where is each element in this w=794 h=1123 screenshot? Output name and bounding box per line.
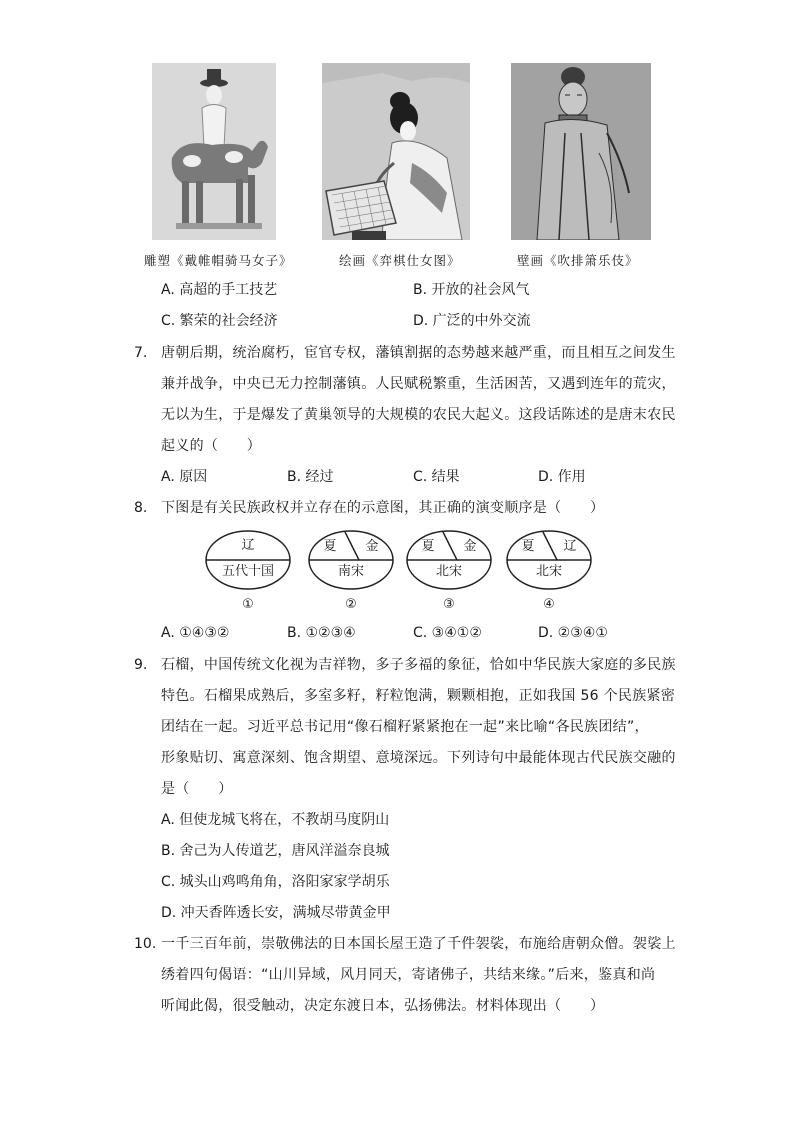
q9-text-line: 特色。石榴果成熟后，多室多籽，籽粒饱满，颗颗相抱，正如我国 56 个民族紧密 (161, 688, 676, 704)
diagram-1-top: 辽 (241, 538, 255, 553)
q9-text-line: 形象贴切、寓意深刻、饱含期望、意境深远。下列诗句中最能体现古代民族交融的 (161, 750, 676, 766)
mural-pan-flute-musician-icon (511, 63, 651, 240)
q9-text-line: 是（ ） (161, 781, 233, 797)
painting-image (322, 63, 470, 240)
diagram-1-label: ① (242, 597, 254, 612)
q7-option-a[interactable]: A. 原因 (161, 469, 208, 485)
diagram-1-bottom: 五代十国 (221, 564, 274, 579)
q7-option-c[interactable]: C. 结果 (413, 469, 460, 485)
mural-caption: 壁画《吹排箫乐伎》 (517, 253, 639, 268)
q8-option-a[interactable]: A. ①④③② (161, 625, 230, 641)
tang-sancai-horse-rider-figure-icon (152, 63, 276, 240)
q7-number: 7. (134, 345, 148, 361)
q9-option-a[interactable]: A. 但使龙城飞将在，不教胡马度阴山 (161, 812, 390, 828)
q9-text-line: 团结在一起。习近平总书记用“像石榴籽紧紧抱在一起”来比喻“各民族团结”， (161, 719, 649, 735)
diagram-4-top-right: 辽 (563, 539, 577, 554)
court-lady-playing-go-painting-icon (322, 63, 470, 240)
q7-text-line: 唐朝后期，统治腐朽，宦官专权，藩镇割据的态势越来越严重，而且相互之间发生 (161, 345, 676, 361)
sculpture-caption: 雕塑《戴帷帽骑马女子》 (144, 253, 293, 268)
q7-option-b[interactable]: B. 经过 (287, 469, 334, 485)
q9-text-line: 石榴，中国传统文化视为吉祥物，多子多福的象征，恰如中华民族大家庭的多民族 (161, 657, 676, 673)
diagram-2-label: ② (345, 597, 357, 612)
q6-option-d[interactable]: D. 广泛的中外交流 (413, 313, 531, 329)
diagram-2-bottom: 南宋 (337, 564, 364, 579)
diagram-4-label: ④ (543, 597, 555, 612)
diagram-2-top-left: 夏 (323, 539, 337, 554)
diagram-2-top-right: 金 (365, 539, 379, 554)
q6-option-b[interactable]: B. 开放的社会风气 (413, 282, 530, 298)
regime-diagram-3 (405, 529, 493, 591)
q7-text-line: 无以为生，于是爆发了黄巢领导的大规模的农民大起义。这段话陈述的是唐末农民 (161, 407, 676, 423)
mural-image (511, 63, 651, 240)
diagram-3-top-left: 夏 (421, 539, 435, 554)
regime-diagram-4 (505, 529, 593, 591)
q9-number: 9. (134, 657, 148, 673)
q10-number: 10. (134, 936, 157, 952)
diagram-4-bottom: 北宋 (535, 564, 562, 579)
q9-option-c[interactable]: C. 城头山鸡鸣角角，洛阳家家学胡乐 (161, 874, 390, 890)
diagram-3-top-right: 金 (463, 539, 477, 554)
q8-number: 8. (134, 500, 148, 516)
diagram-4-top-left: 夏 (521, 539, 535, 554)
regime-diagram-1 (204, 529, 292, 591)
q8-option-b[interactable]: B. ①②③④ (287, 625, 356, 641)
q6-option-a[interactable]: A. 高超的手工技艺 (161, 282, 278, 298)
q8-option-d[interactable]: D. ②③④① (538, 625, 608, 641)
q7-text-line: 兼并战争，中央已无力控制藩镇。人民赋税繁重，生活困苦，又遇到连年的荒灾， (161, 376, 676, 392)
q10-text-line: 一千三百年前，崇敬佛法的日本国长屋王造了千件袈裟，布施给唐朝众僧。袈裟上 (161, 936, 676, 952)
painting-caption: 绘画《弈棋仕女图》 (339, 253, 461, 268)
regime-diagram-2 (307, 529, 395, 591)
diagram-3-label: ③ (443, 597, 455, 612)
sculpture-image (152, 63, 276, 240)
q9-option-d[interactable]: D. 冲天香阵透长安，满城尽带黄金甲 (161, 905, 391, 921)
q10-text-line: 听闻此偈，很受触动，决定东渡日本，弘扬佛法。材料体现出（ ） (161, 998, 605, 1014)
q10-text-line: 绣着四句偈语：“山川异域，风月同天，寄诸佛子，共结来缘。”后来，鉴真和尚 (161, 967, 656, 983)
q7-option-d[interactable]: D. 作用 (538, 469, 586, 485)
q9-option-b[interactable]: B. 舍己为人传道艺，唐风洋溢奈良城 (161, 843, 390, 859)
q6-option-c[interactable]: C. 繁荣的社会经济 (161, 313, 278, 329)
q8-option-c[interactable]: C. ③④①② (413, 625, 482, 641)
q8-text-line: 下图是有关民族政权并立存在的示意图，其正确的演变顺序是（ ） (161, 500, 605, 516)
q7-text-line: 起义的（ ） (161, 438, 262, 454)
diagram-3-bottom: 北宋 (435, 564, 462, 579)
